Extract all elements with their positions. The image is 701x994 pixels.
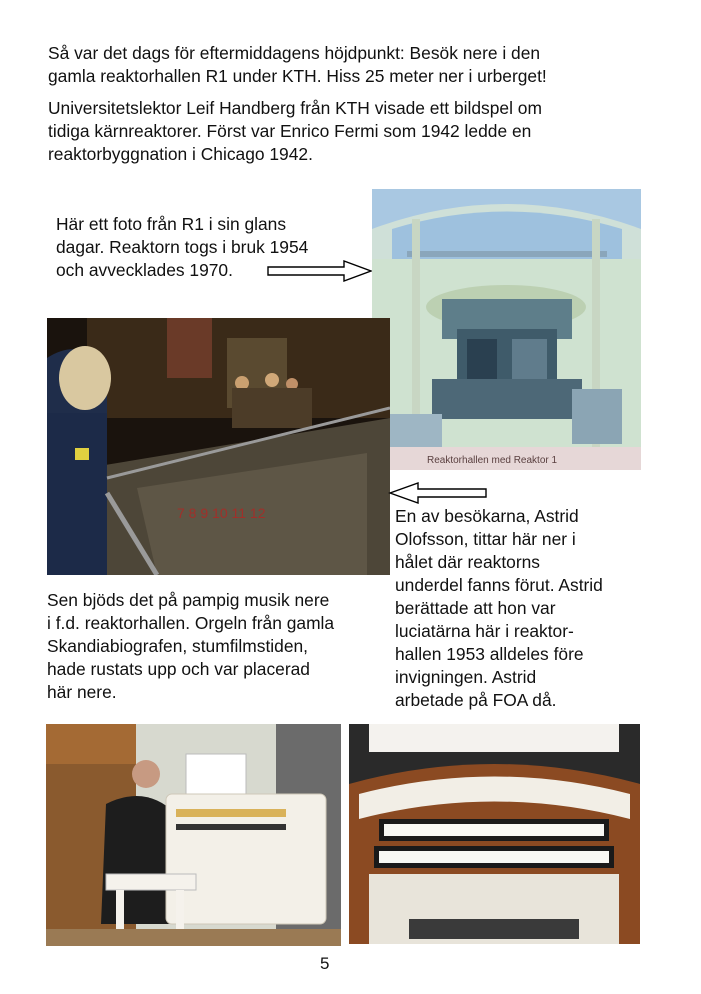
organ-note: Sen bjöds det på pampig musik nere i f.d. reaktorhallen. Orgeln från gamla Skandiabiografen, stumfilmstiden, hade rustats upp och var placerad här nere. [47, 590, 335, 702]
reactor-hall-photo [372, 189, 641, 470]
svg-text:7 8 9 10 11 12: 7 8 9 10 11 12 [177, 505, 266, 521]
arrow-right-icon [266, 260, 374, 282]
visitor-note: En av besökarna, Astrid Olofsson, tittar här ner i hålet där reaktorns underdel fanns förut. Astrid berättade att hon var luciatärna här i reaktor- hallen 1953 alldeles före invigningen. Astrid arbetade på FOA då. [395, 506, 603, 710]
organ-console-photo [349, 724, 640, 944]
page-number: 5 [320, 954, 330, 973]
arrow-left-icon [388, 482, 488, 504]
visitor-hole-photo [47, 318, 390, 575]
organist-photo [46, 724, 341, 946]
intro-paragraph-2: Universitetslektor Leif Handberg från KTH visade ett bildspel om tidiga kärnreaktorer. Först var Enrico Fermi som 1942 ledde en reaktorbyggnation i Chicago 1942. [48, 98, 542, 164]
intro-paragraph-1: Så var det dags för eftermiddagens höjdpunkt: Besök nere i den gamla reaktorhallen R1 under KTH. Hiss 25 meter ner i urberget! [48, 43, 547, 86]
reactor-hall-caption: Reaktorhallen med Reaktor 1 [427, 455, 558, 466]
reactor-photo-note: Här ett foto från R1 i sin glans dagar. Reaktorn togs i bruk 1954 och avvecklades 1970. [56, 214, 309, 280]
